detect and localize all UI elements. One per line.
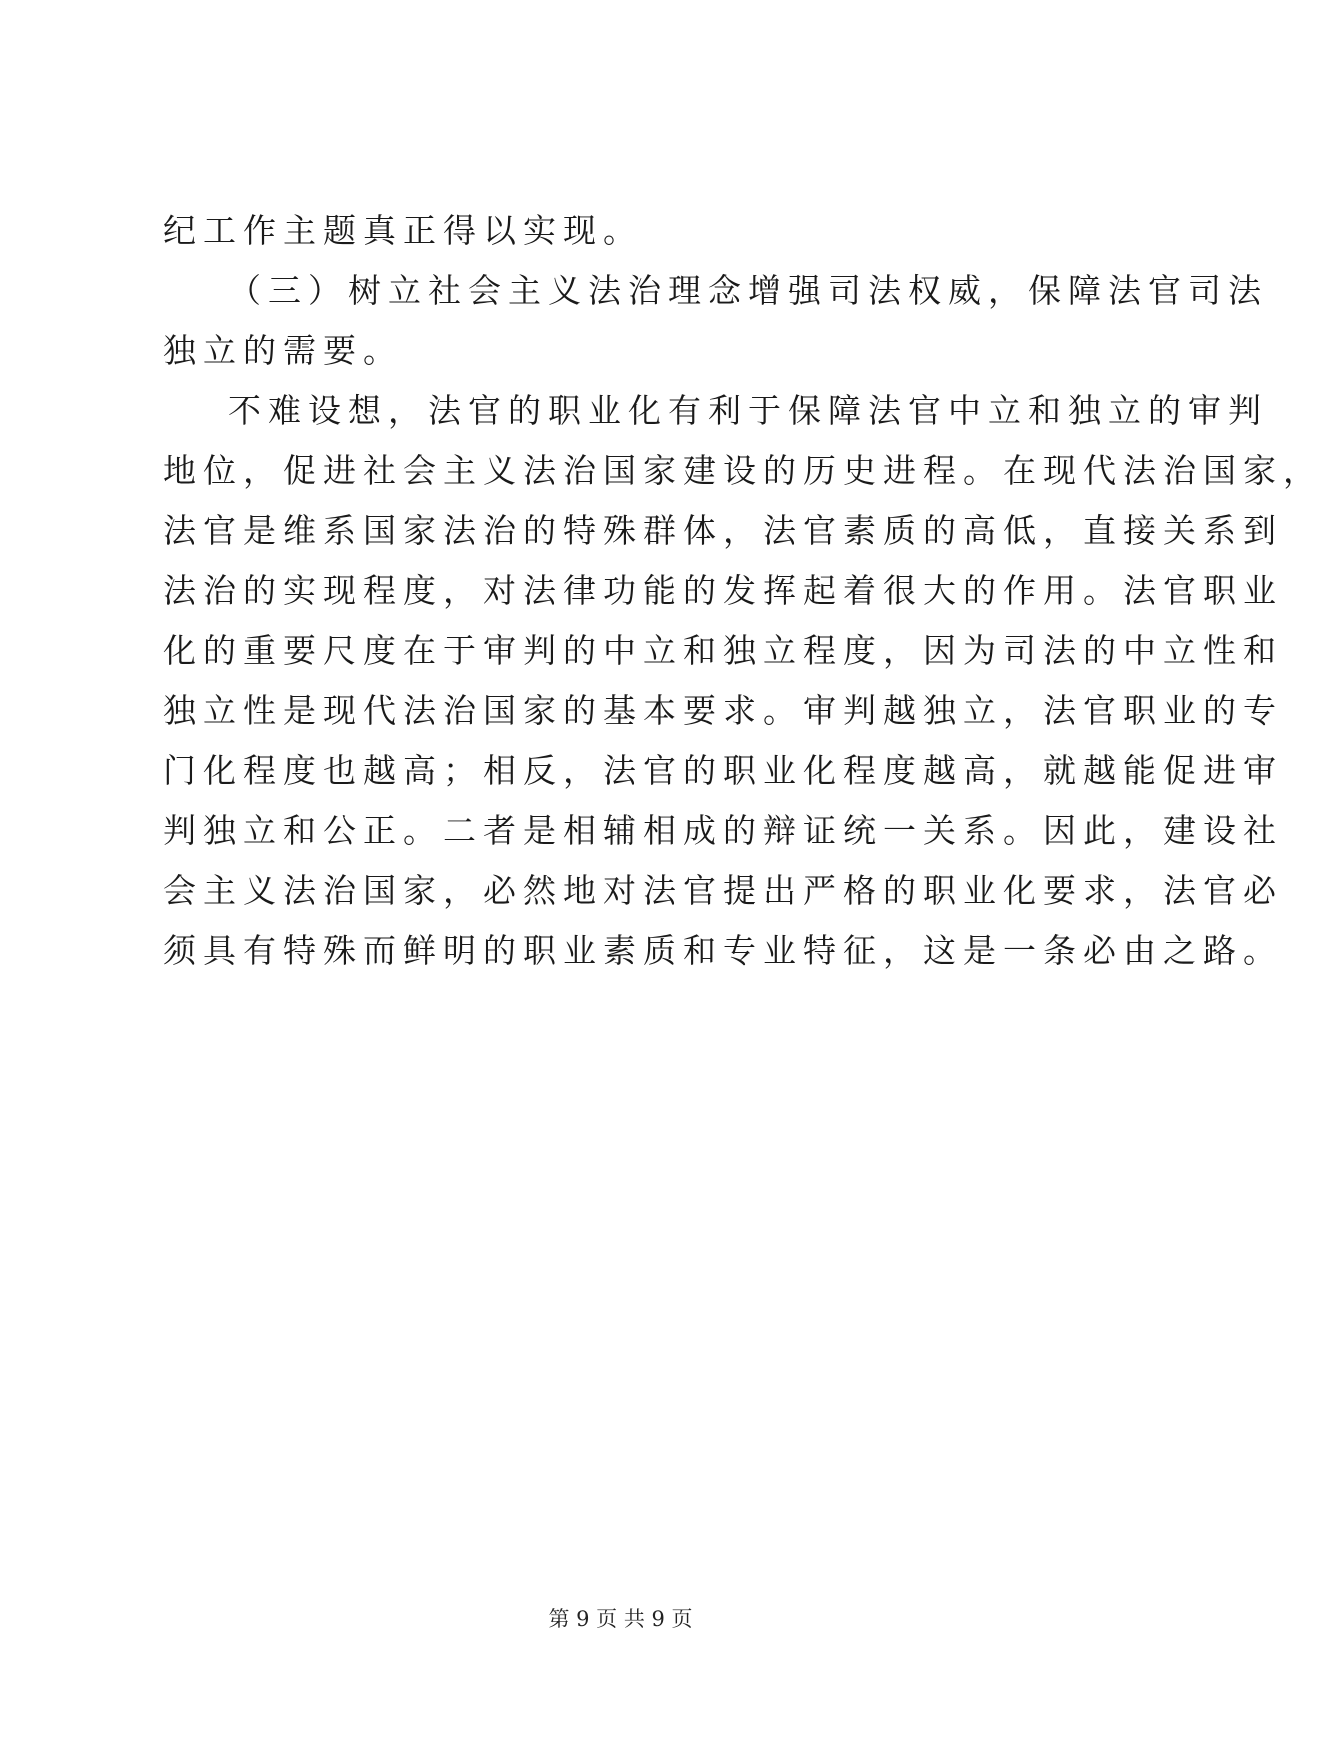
body-text-line: 门化程度也越高；相反，法官的职业化程度越高，就越能促进审 bbox=[163, 751, 1283, 790]
body-text-line: 不难设想，法官的职业化有利于保障法官中立和独立的审判 bbox=[228, 391, 1268, 430]
body-text-line: 纪工作主题真正得以实现。 bbox=[163, 211, 643, 250]
body-text-line: 判独立和公正。二者是相辅相成的辩证统一关系。因此，建设社 bbox=[163, 811, 1283, 850]
section-heading-line: （三）树立社会主义法治理念增强司法权威，保障法官司法 bbox=[228, 271, 1268, 310]
body-text-line: 独立性是现代法治国家的基本要求。审判越独立，法官职业的专 bbox=[163, 691, 1283, 730]
body-text-line: 法官是维系国家法治的特殊群体，法官素质的高低，直接关系到 bbox=[163, 511, 1283, 550]
body-text-line: 化的重要尺度在于审判的中立和独立程度，因为司法的中立性和 bbox=[163, 631, 1283, 670]
page-number-footer: 第 9 页 共 9 页 bbox=[548, 1607, 693, 1631]
body-text-line: 地位，促进社会主义法治国家建设的历史进程。在现代法治国家， bbox=[163, 451, 1323, 490]
section-heading-line: 独立的需要。 bbox=[163, 331, 403, 370]
body-text-line: 会主义法治国家，必然地对法官提出严格的职业化要求，法官必 bbox=[163, 871, 1283, 910]
body-text-line: 法治的实现程度，对法律功能的发挥起着很大的作用。法官职业 bbox=[163, 571, 1283, 610]
body-text-line: 须具有特殊而鲜明的职业素质和专业特征，这是一条必由之路。 bbox=[163, 931, 1283, 970]
